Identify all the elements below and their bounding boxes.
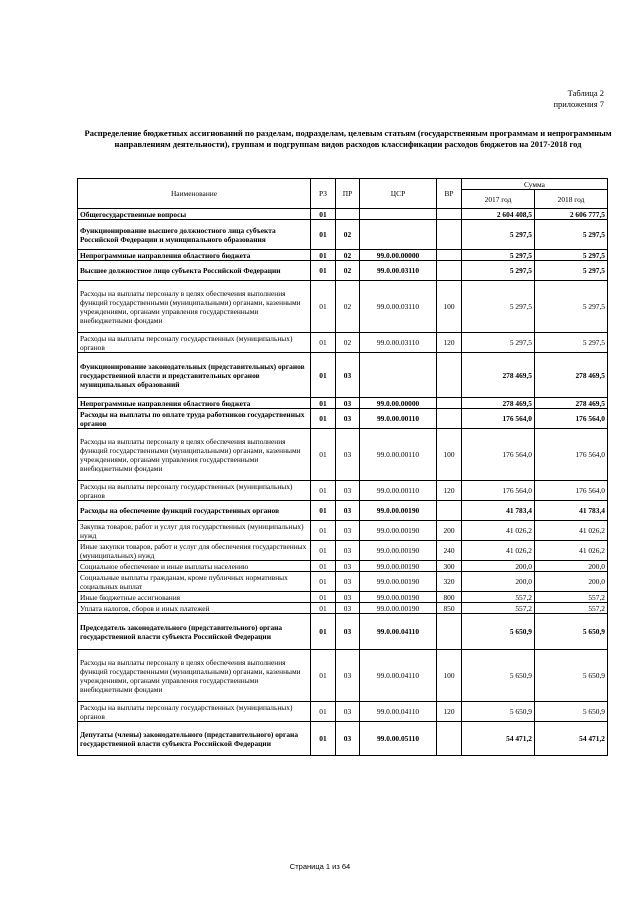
cell-vr: 100 (437, 281, 462, 333)
cell-name: Расходы на выплаты персоналу государственных (муниципальных) органов (78, 481, 311, 501)
cell-2018: 5 297,5 (535, 333, 608, 353)
cell-vr: 800 (437, 592, 462, 603)
cell-csr (360, 220, 437, 250)
cell-pr: 02 (336, 220, 360, 250)
cell-vr (437, 614, 462, 650)
table-row (78, 220, 608, 250)
cell-name: Председатель законодательного (представительного) органа государственной власти субъекта Российской Федерации (78, 614, 311, 650)
cell-2017: 5 297,5 (462, 333, 535, 353)
cell-vr: 850 (437, 603, 462, 614)
cell-csr: 99.0.00.00110 (360, 409, 437, 429)
cell-name: Общегосударственные вопросы (78, 209, 311, 220)
cell-csr (360, 353, 437, 398)
cell-name: Непрограммные направления областного бюджета (78, 250, 311, 261)
cell-csr: 99.0.00.00190 (360, 592, 437, 603)
cell-name: Расходы на выплаты персоналу в целях обеспечения выполнения функций государственными (муниципальными) органами, казенными учреждениями, органами управления государственными внебюджетными фондами (78, 650, 311, 702)
cell-csr: 99.0.00.00190 (360, 561, 437, 572)
cell-vr: 320 (437, 572, 462, 592)
cell-name: Иные закупки товаров, работ и услуг для обеспечения государственных (муниципальных) нужд (78, 541, 311, 561)
cell-rz: 01 (311, 650, 336, 702)
cell-2017: 176 564,0 (462, 481, 535, 501)
cell-name: Иные бюджетные ассигнования (78, 592, 311, 603)
cell-rz: 01 (311, 603, 336, 614)
appendix-number: приложения 7 (553, 99, 604, 109)
cell-name: Расходы на выплаты персоналу в целях обеспечения выполнения функций государственными (муниципальными) органами, казенными учреждениями, органами управления государственными внебюджетными фондами (78, 281, 311, 333)
cell-rz: 01 (311, 722, 336, 756)
cell-vr: 120 (437, 333, 462, 353)
header-csr: ЦСР (360, 179, 437, 209)
table-row (78, 561, 608, 572)
cell-2018: 41 783,4 (535, 501, 608, 521)
header-2017: 2017 год (462, 190, 535, 209)
cell-pr: 03 (336, 603, 360, 614)
cell-name: Функционирование высшего должностного лица субъекта Российской Федерации и муниципального образования (78, 220, 311, 250)
table-row (78, 501, 608, 521)
cell-2017: 200,0 (462, 572, 535, 592)
page-number: Страница 1 из 64 (289, 862, 351, 871)
cell-2017: 5 650,9 (462, 614, 535, 650)
cell-rz: 01 (311, 501, 336, 521)
cell-2017: 200,0 (462, 561, 535, 572)
table-row (78, 650, 608, 702)
table-row (78, 353, 608, 398)
cell-2018: 278 469,5 (535, 398, 608, 409)
cell-pr: 03 (336, 572, 360, 592)
cell-2017: 278 469,5 (462, 398, 535, 409)
cell-csr: 99.0.00.00110 (360, 481, 437, 501)
cell-name: Закупка товаров, работ и услуг для государственных (муниципальных) нужд (78, 521, 311, 541)
cell-csr: 99.0.00.00000 (360, 250, 437, 261)
cell-csr: 99.0.00.03110 (360, 333, 437, 353)
header-pr: ПР (336, 179, 360, 209)
cell-rz: 01 (311, 333, 336, 353)
cell-rz: 01 (311, 353, 336, 398)
cell-rz: 01 (311, 398, 336, 409)
cell-2017: 54 471,2 (462, 722, 535, 756)
table-row (78, 592, 608, 603)
cell-rz: 01 (311, 541, 336, 561)
document-title: Распределение бюджетных ассигнований по разделам, подразделам, целевым статьям (государственным программам и непрограммным направлениям деятельности), группам и подгруппам видов расходов классификации расходов бюджетов на 2017-2018 год (84, 128, 612, 149)
cell-2017: 176 564,0 (462, 429, 535, 481)
cell-vr (437, 209, 462, 220)
table-row (78, 614, 608, 650)
cell-rz: 01 (311, 250, 336, 261)
budget-table (77, 178, 608, 756)
cell-rz: 01 (311, 592, 336, 603)
cell-name: Расходы на выплаты по оплате труда работников государственных органов (78, 409, 311, 429)
cell-2018: 176 564,0 (535, 481, 608, 501)
cell-rz: 01 (311, 261, 336, 281)
cell-vr: 300 (437, 561, 462, 572)
cell-2018: 200,0 (535, 572, 608, 592)
table-row (78, 572, 608, 592)
cell-2018: 200,0 (535, 561, 608, 572)
header-name: Наименование (78, 179, 311, 209)
cell-pr: 03 (336, 722, 360, 756)
table-reference (553, 88, 604, 110)
cell-2018: 5 650,9 (535, 650, 608, 702)
cell-vr (437, 398, 462, 409)
cell-csr: 99.0.00.00190 (360, 501, 437, 521)
cell-pr: 03 (336, 614, 360, 650)
cell-csr: 99.0.00.00190 (360, 572, 437, 592)
cell-csr: 99.0.00.00000 (360, 398, 437, 409)
cell-pr: 03 (336, 409, 360, 429)
cell-2018: 2 606 777,5 (535, 209, 608, 220)
cell-csr: 99.0.00.00190 (360, 521, 437, 541)
table-number: Таблица 2 (567, 88, 604, 98)
cell-2018: 176 564,0 (535, 409, 608, 429)
cell-2018: 5 650,9 (535, 702, 608, 722)
cell-rz: 01 (311, 702, 336, 722)
cell-2017: 5 297,5 (462, 261, 535, 281)
cell-vr (437, 409, 462, 429)
cell-vr: 200 (437, 521, 462, 541)
cell-2017: 5 297,5 (462, 281, 535, 333)
cell-vr (437, 722, 462, 756)
cell-csr: 99.0.00.03110 (360, 281, 437, 333)
cell-2017: 176 564,0 (462, 409, 535, 429)
cell-name: Непрограммные направления областного бюджета (78, 398, 311, 409)
cell-2018: 54 471,2 (535, 722, 608, 756)
cell-2018: 41 026,2 (535, 541, 608, 561)
cell-2017: 278 469,5 (462, 353, 535, 398)
cell-2017: 557,2 (462, 603, 535, 614)
cell-2017: 5 297,5 (462, 250, 535, 261)
cell-2017: 5 297,5 (462, 220, 535, 250)
cell-pr: 03 (336, 702, 360, 722)
table-row (78, 333, 608, 353)
cell-csr: 99.0.00.03110 (360, 261, 437, 281)
cell-2018: 278 469,5 (535, 353, 608, 398)
cell-2018: 5 297,5 (535, 261, 608, 281)
cell-2018: 176 564,0 (535, 429, 608, 481)
header-sum: Сумма (462, 179, 608, 190)
cell-pr: 03 (336, 521, 360, 541)
cell-csr: 99.0.00.04110 (360, 702, 437, 722)
table-row (78, 398, 608, 409)
table-row (78, 209, 608, 220)
header-rz: РЗ (311, 179, 336, 209)
cell-pr: 02 (336, 333, 360, 353)
cell-rz: 01 (311, 220, 336, 250)
cell-name: Уплата налогов, сборов и иных платежей (78, 603, 311, 614)
header-2018: 2018 год (535, 190, 608, 209)
cell-vr (437, 501, 462, 521)
cell-2017: 557,2 (462, 592, 535, 603)
cell-vr (437, 220, 462, 250)
cell-vr (437, 353, 462, 398)
table-row (78, 409, 608, 429)
table-row (78, 521, 608, 541)
cell-rz: 01 (311, 481, 336, 501)
table-row (78, 481, 608, 501)
table-row (78, 722, 608, 756)
cell-pr: 03 (336, 429, 360, 481)
table-body (78, 209, 608, 756)
cell-2018: 5 297,5 (535, 281, 608, 333)
cell-csr: 99.0.00.05110 (360, 722, 437, 756)
cell-vr: 240 (437, 541, 462, 561)
cell-csr: 99.0.00.00190 (360, 541, 437, 561)
cell-name: Расходы на выплаты персоналу в целях обеспечения выполнения функций государственными (муниципальными) органами, казенными учреждениями, органами управления государственными внебюджетными фондами (78, 429, 311, 481)
cell-2018: 557,2 (535, 603, 608, 614)
cell-rz: 01 (311, 572, 336, 592)
table-row (78, 603, 608, 614)
cell-name: Расходы на выплаты персоналу государственных (муниципальных) органов (78, 333, 311, 353)
cell-pr: 03 (336, 592, 360, 603)
cell-2018: 41 026,2 (535, 521, 608, 541)
cell-pr (336, 209, 360, 220)
table-row (78, 702, 608, 722)
cell-2018: 5 650,9 (535, 614, 608, 650)
header-vr: ВР (437, 179, 462, 209)
cell-pr: 03 (336, 398, 360, 409)
table-row (78, 261, 608, 281)
cell-pr: 03 (336, 353, 360, 398)
cell-rz: 01 (311, 614, 336, 650)
cell-rz: 01 (311, 521, 336, 541)
table-row (78, 250, 608, 261)
cell-2018: 5 297,5 (535, 250, 608, 261)
cell-name: Социальное обеспечение и иные выплаты населению (78, 561, 311, 572)
cell-2017: 41 026,2 (462, 541, 535, 561)
cell-pr: 03 (336, 481, 360, 501)
cell-pr: 02 (336, 261, 360, 281)
table-row (78, 541, 608, 561)
table-row (78, 281, 608, 333)
cell-vr: 100 (437, 650, 462, 702)
cell-rz: 01 (311, 281, 336, 333)
cell-name: Социальные выплаты гражданам, кроме публичных нормативных социальных выплат (78, 572, 311, 592)
cell-name: Расходы на обеспечение функций государственных органов (78, 501, 311, 521)
cell-csr: 99.0.00.00110 (360, 429, 437, 481)
cell-vr (437, 261, 462, 281)
cell-pr: 02 (336, 250, 360, 261)
cell-vr (437, 250, 462, 261)
cell-2017: 2 604 408,5 (462, 209, 535, 220)
cell-pr: 03 (336, 650, 360, 702)
cell-rz: 01 (311, 209, 336, 220)
cell-name: Высшее должностное лицо субъекта Российской Федерации (78, 261, 311, 281)
cell-csr (360, 209, 437, 220)
cell-pr: 03 (336, 541, 360, 561)
cell-pr: 03 (336, 501, 360, 521)
cell-name: Расходы на выплаты персоналу государственных (муниципальных) органов (78, 702, 311, 722)
cell-2018: 5 297,5 (535, 220, 608, 250)
cell-pr: 02 (336, 281, 360, 333)
cell-pr: 03 (336, 561, 360, 572)
cell-rz: 01 (311, 429, 336, 481)
cell-2018: 557,2 (535, 592, 608, 603)
cell-vr: 120 (437, 702, 462, 722)
cell-csr: 99.0.00.04110 (360, 650, 437, 702)
cell-rz: 01 (311, 409, 336, 429)
cell-name: Функционирование законодательных (представительных) органов государственной власти и представительных органов муниципальных образований (78, 353, 311, 398)
cell-2017: 5 650,9 (462, 650, 535, 702)
table-row (78, 429, 608, 481)
cell-2017: 41 783,4 (462, 501, 535, 521)
cell-csr: 99.0.00.04110 (360, 614, 437, 650)
cell-vr: 120 (437, 481, 462, 501)
cell-2017: 5 650,9 (462, 702, 535, 722)
cell-rz: 01 (311, 561, 336, 572)
cell-2017: 41 026,2 (462, 521, 535, 541)
cell-csr: 99.0.00.00190 (360, 603, 437, 614)
cell-vr: 100 (437, 429, 462, 481)
cell-name: Депутаты (члены) законодательного (представительного) органа государственной власти субъекта Российской Федерации (78, 722, 311, 756)
